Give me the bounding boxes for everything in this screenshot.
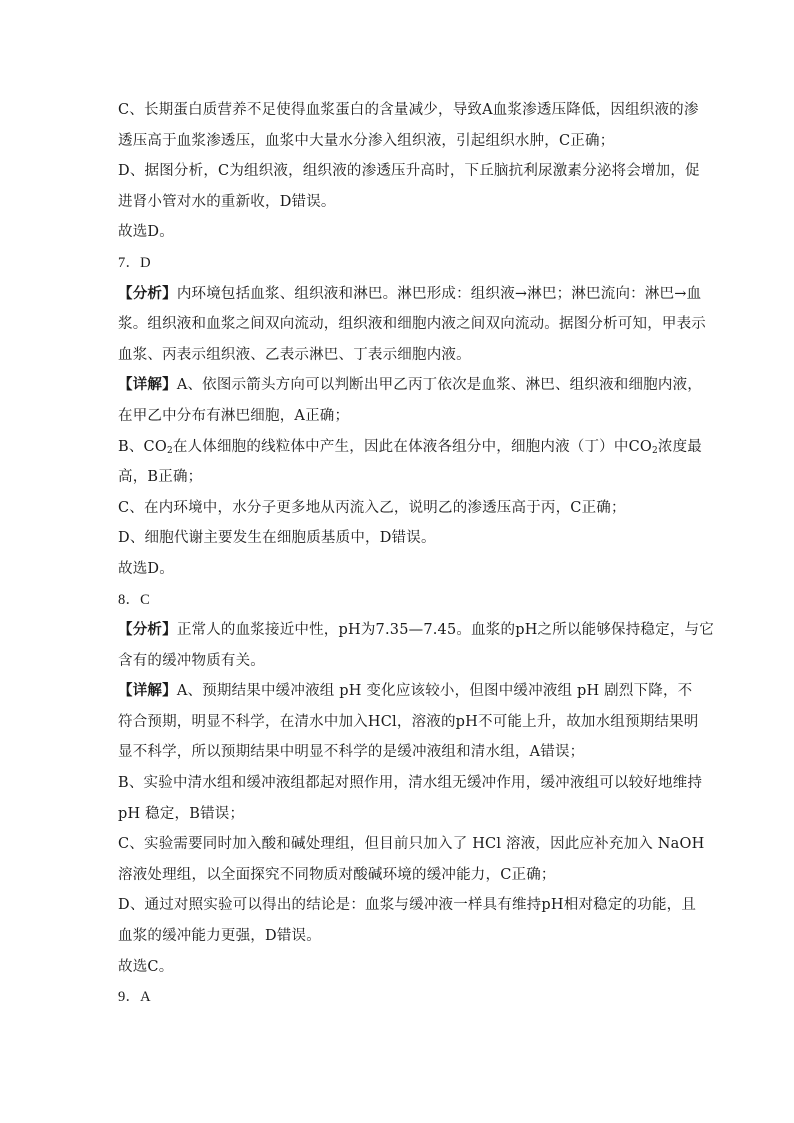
paragraph-line: 溶液处理组，以全面探究不同物质对酸碱环境的缓冲能力，C正确；: [118, 866, 556, 883]
paragraph-line: 符合预期，明显不科学，在清水中加入HCl，溶液的pH不可能上升，故加水组预期结果明: [118, 713, 699, 730]
paragraph-line: B、实验中清水组和缓冲液组都起对照作用，清水组无缓冲作用，缓冲液组可以较好地维持: [118, 775, 703, 792]
analysis-text: 内环境包括血浆、组织液和淋巴。淋巴形成：组织液→淋巴；淋巴流向：淋巴→血: [176, 285, 702, 302]
paragraph-line: C、实验需要同时加入酸和碱处理组，但目前只加入了 HCl 溶液，因此应补充加入 NaOH: [118, 836, 705, 853]
paragraph-line: C、长期蛋白质营养不足使得血浆蛋白的含量减少，导致A血浆渗透压降低，因组织液的渗: [118, 102, 699, 118]
paragraph-line: 进肾小管对水的重新收，D错误。: [118, 193, 336, 210]
analysis-tag: 【分析】: [118, 284, 177, 302]
paragraph-line: [118, 437, 703, 457]
question-number: 8．C: [118, 591, 151, 608]
analysis-tag: 【分析】: [118, 621, 177, 639]
detail-tag: 【详解】: [118, 682, 177, 700]
subscript: 2: [166, 445, 173, 456]
subscript: 2: [651, 445, 658, 456]
paragraph-line: D、通过对照实验可以得出的结论是：血浆与缓冲液一样具有维持pH相对稳定的功能，且: [118, 897, 697, 914]
paragraph-line: D、细胞代谢主要发生在细胞质基质中，D错误。: [118, 530, 436, 547]
analysis-text: 正常人的血浆接近中性，pH为7.35—7.45。血浆的pH之所以能够保持稳定，与它: [176, 622, 714, 639]
analysis-line: [118, 620, 714, 640]
detail-line: [118, 375, 702, 395]
paragraph-line: 高，B正确；: [118, 469, 203, 486]
detail-text: A、依图示箭头方向可以判断出甲乙丙丁依次是血浆、淋巴、组织液和细胞内液，: [176, 377, 702, 394]
paragraph-line: pH 稳定，B错误；: [118, 805, 245, 822]
paragraph-line: 含有的缓冲物质有关。: [118, 652, 265, 669]
paragraph-line: C、在内环境中，水分子更多地从丙流入乙，说明乙的渗透压高于丙，C正确；: [118, 499, 626, 516]
paragraph-line: 透压高于血浆渗透压，血浆中大量水分渗入组织液，引起组织水肿，C正确；: [118, 132, 615, 149]
text-fragment: 浓度最: [657, 438, 703, 455]
answer-choice-line: 故选D。: [118, 224, 174, 241]
paragraph-line: 显不科学，所以预期结果中明显不科学的是缓冲液组和清水组，A错误；: [118, 744, 585, 761]
paragraph-line: 在甲乙中分布有淋巴细胞，A正确；: [118, 407, 350, 424]
detail-tag: 【详解】: [118, 376, 177, 394]
question-number: 9．A: [118, 989, 151, 1006]
detail-text: A、预期结果中缓冲液组 pH 变化应该较小，但图中缓冲液组 pH 剧烈下降，不: [176, 683, 693, 700]
paragraph-line: 浆。组织液和血浆之间双向流动，组织液和细胞内液之间双向流动。据图分析可知，甲表示: [118, 316, 706, 333]
paragraph-line: 血浆的缓冲能力更强，D错误。: [118, 928, 321, 945]
text-fragment: 在人体细胞的线粒体中产生，因此在体液各组分中，细胞内液（丁）中CO: [172, 438, 652, 455]
paragraph-line: D、据图分析，C为组织液，组织液的渗透压升高时，下丘脑抗利尿激素分泌将会增加，促: [118, 163, 700, 180]
detail-line: [118, 681, 693, 701]
answer-choice-line: 故选C。: [118, 958, 174, 975]
answer-choice-line: 故选D。: [118, 560, 174, 577]
paragraph-line: 血浆、丙表示组织液、乙表示淋巴、丁表示细胞内液。: [118, 346, 471, 363]
question-number: 7．D: [118, 254, 151, 271]
analysis-line: [118, 284, 702, 304]
text-fragment: B、CO: [118, 438, 167, 455]
answer-explanation-body: [118, 100, 714, 1018]
